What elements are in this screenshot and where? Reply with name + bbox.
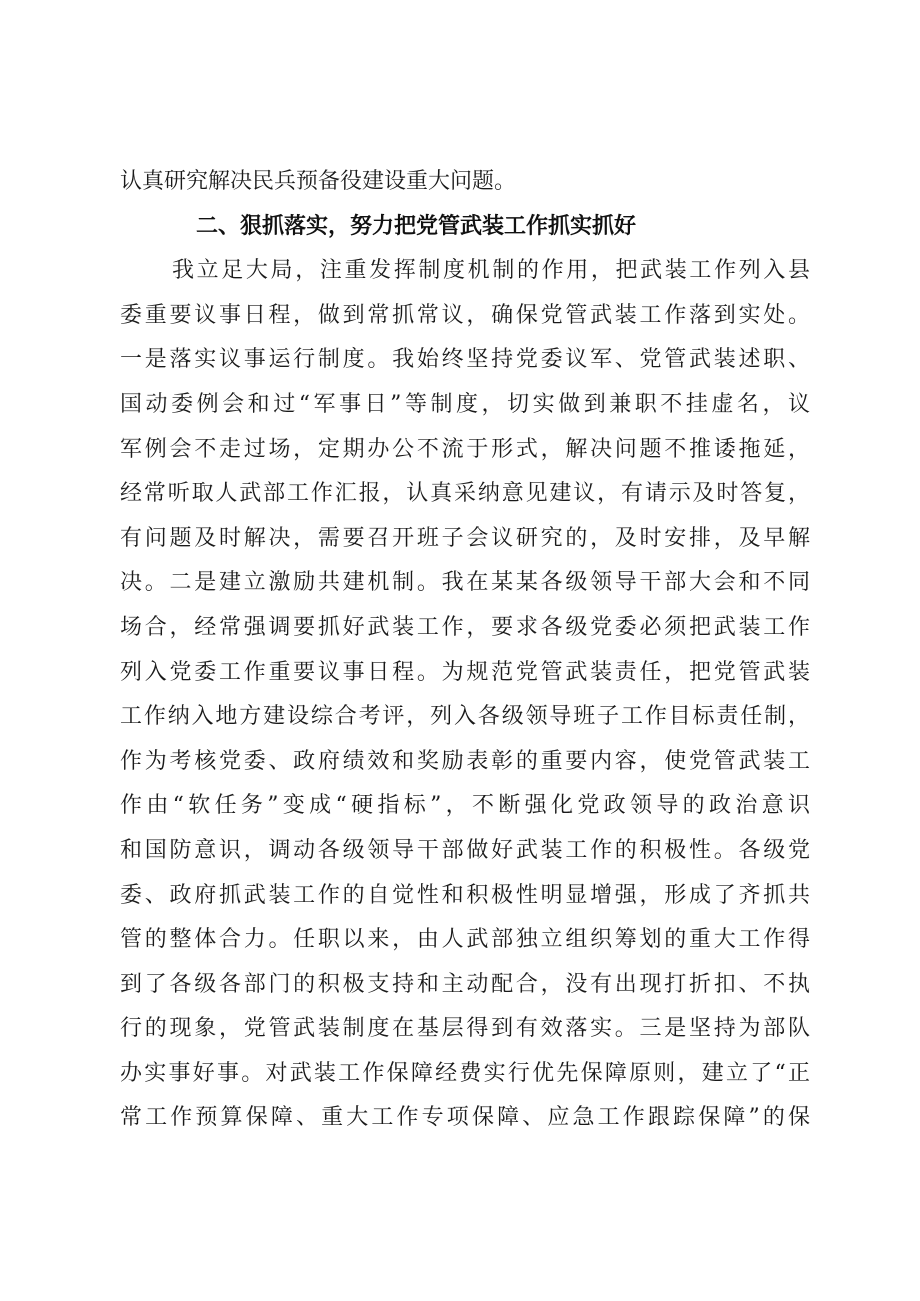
paragraph-line: 一是落实议事运行制度。我始终坚持党委议军、党管武装述职、 [120,347,810,373]
paragraph-line: 列入党委工作重要议事日程。为规范党管武装责任，把党管武装 [120,659,810,685]
document-body [120,160,810,1141]
paragraph-line: 认真研究解决民兵预备役建设重大问题。 [120,169,517,194]
paragraph-line: 到了各级各部门的积极支持和主动配合，没有出现打折扣、不执 [120,971,810,997]
paragraph-line: 委重要议事日程，做到常抓常议，确保党管武装工作落到实处。 [120,302,810,328]
paragraph-line: 经常听取人武部工作汇报，认真采纳意见建议，有请示及时答复， [120,481,810,507]
paragraph-line: 我立足大局，注重发挥制度机制的作用，把武装工作列入县 [172,258,810,284]
paragraph-line: 常工作预算保障、重大工作专项保障、应急工作跟踪保障”的保 [120,1105,810,1131]
paragraph-line: 委、政府抓武装工作的自觉性和积极性明显增强，形成了齐抓共 [120,882,810,908]
section-heading: 二、狠抓落实，努力把党管武装工作抓实抓好 [196,213,637,239]
paragraph-line: 办实事好事。对武装工作保障经费实行优先保障原则，建立了“正 [120,1060,810,1086]
paragraph-line: 场合，经常强调要抓好武装工作，要求各级党委必须把武装工作 [120,614,810,640]
paragraph-line: 和国防意识，调动各级领导干部做好武装工作的积极性。各级党 [120,837,810,863]
paragraph-line: 工作纳入地方建设综合考评，列入各级领导班子工作目标责任制， [120,704,810,730]
paragraph-line: 国动委例会和过“军事日”等制度，切实做到兼职不挂虚名，议 [120,391,810,417]
paragraph-line: 决。二是建立激励共建机制。我在某某各级领导干部大会和不同 [120,570,810,596]
paragraph-line: 作由“软任务”变成“硬指标”，不断强化党政领导的政治意识 [120,793,810,819]
paragraph-line: 作为考核党委、政府绩效和奖励表彰的重要内容，使党管武装工 [120,748,810,774]
paragraph-line: 军例会不走过场，定期办公不流于形式，解决问题不推诿拖延， [120,436,810,462]
paragraph-line: 管的整体合力。任职以来，由人武部独立组织筹划的重大工作得 [120,927,810,953]
paragraph-line: 行的现象，党管武装制度在基层得到有效落实。三是坚持为部队 [120,1016,810,1042]
paragraph-line: 有问题及时解决，需要召开班子会议研究的，及时安排，及早解 [120,525,810,551]
